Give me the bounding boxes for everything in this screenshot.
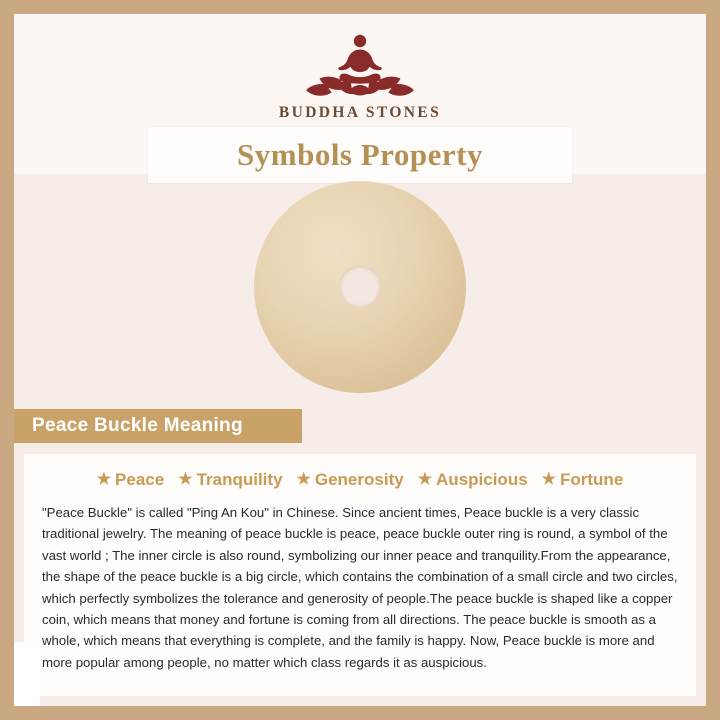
keyword-item [542, 470, 624, 490]
description-paragraph: "Peace Buckle" is called "Ping An Kou" in Chinese. Since ancient times, Peace buckle is a very classic traditional jewelry. The meaning of peace buckle is peace, peace buckle outer ring is round, a symbol of the vast world ; The inner circle is also round, symbolizing our inner peace and tranquility.From the appearance, the shape of the peace buckle is a big circle, which contains the combination of a small circle and two circles, which perfectly symbolizes the tolerance and generosity of people.The peace buckle is shaped like a copper coin, which means that money and fortune is coming from all directions. The peace buckle is smooth as a whole, which means that everything is complete, and the family is happy. Now, Peace buckle is more and more popular among people, no matter which class regards it as auspicious. [42, 505, 678, 670]
star-icon: ★ [296, 471, 311, 488]
keyword-item [297, 470, 404, 490]
keyword-label: Generosity [314, 470, 404, 489]
keyword-label: Fortune [560, 470, 624, 489]
star-icon: ★ [417, 471, 433, 488]
description-card [24, 454, 696, 696]
corner-decoration-bottom-left [14, 642, 40, 706]
keyword-list [42, 470, 678, 490]
jade-peace-buckle-disc [254, 181, 466, 393]
brand-name: BUDDHA STONES [278, 104, 442, 121]
star-icon: ★ [541, 471, 556, 488]
keyword-label: Tranquility [196, 470, 283, 489]
keyword-item [418, 470, 528, 490]
keyword-label: Auspicious [436, 470, 528, 489]
lotus-meditation-icon [285, 28, 435, 100]
star-icon: ★ [96, 471, 112, 488]
page-title-text: Symbols Property [237, 137, 483, 172]
jade-disc-hole [339, 266, 381, 308]
keyword-item [97, 470, 165, 490]
star-icon: ★ [178, 471, 193, 488]
brand-logo [14, 28, 706, 122]
section-ribbon [14, 409, 302, 443]
product-image [14, 174, 706, 400]
keyword-item [178, 470, 282, 490]
poster-header [14, 14, 706, 174]
keyword-label: Peace [115, 470, 165, 489]
section-ribbon-label: Peace Buckle Meaning [32, 415, 243, 436]
poster-panel [14, 14, 706, 706]
